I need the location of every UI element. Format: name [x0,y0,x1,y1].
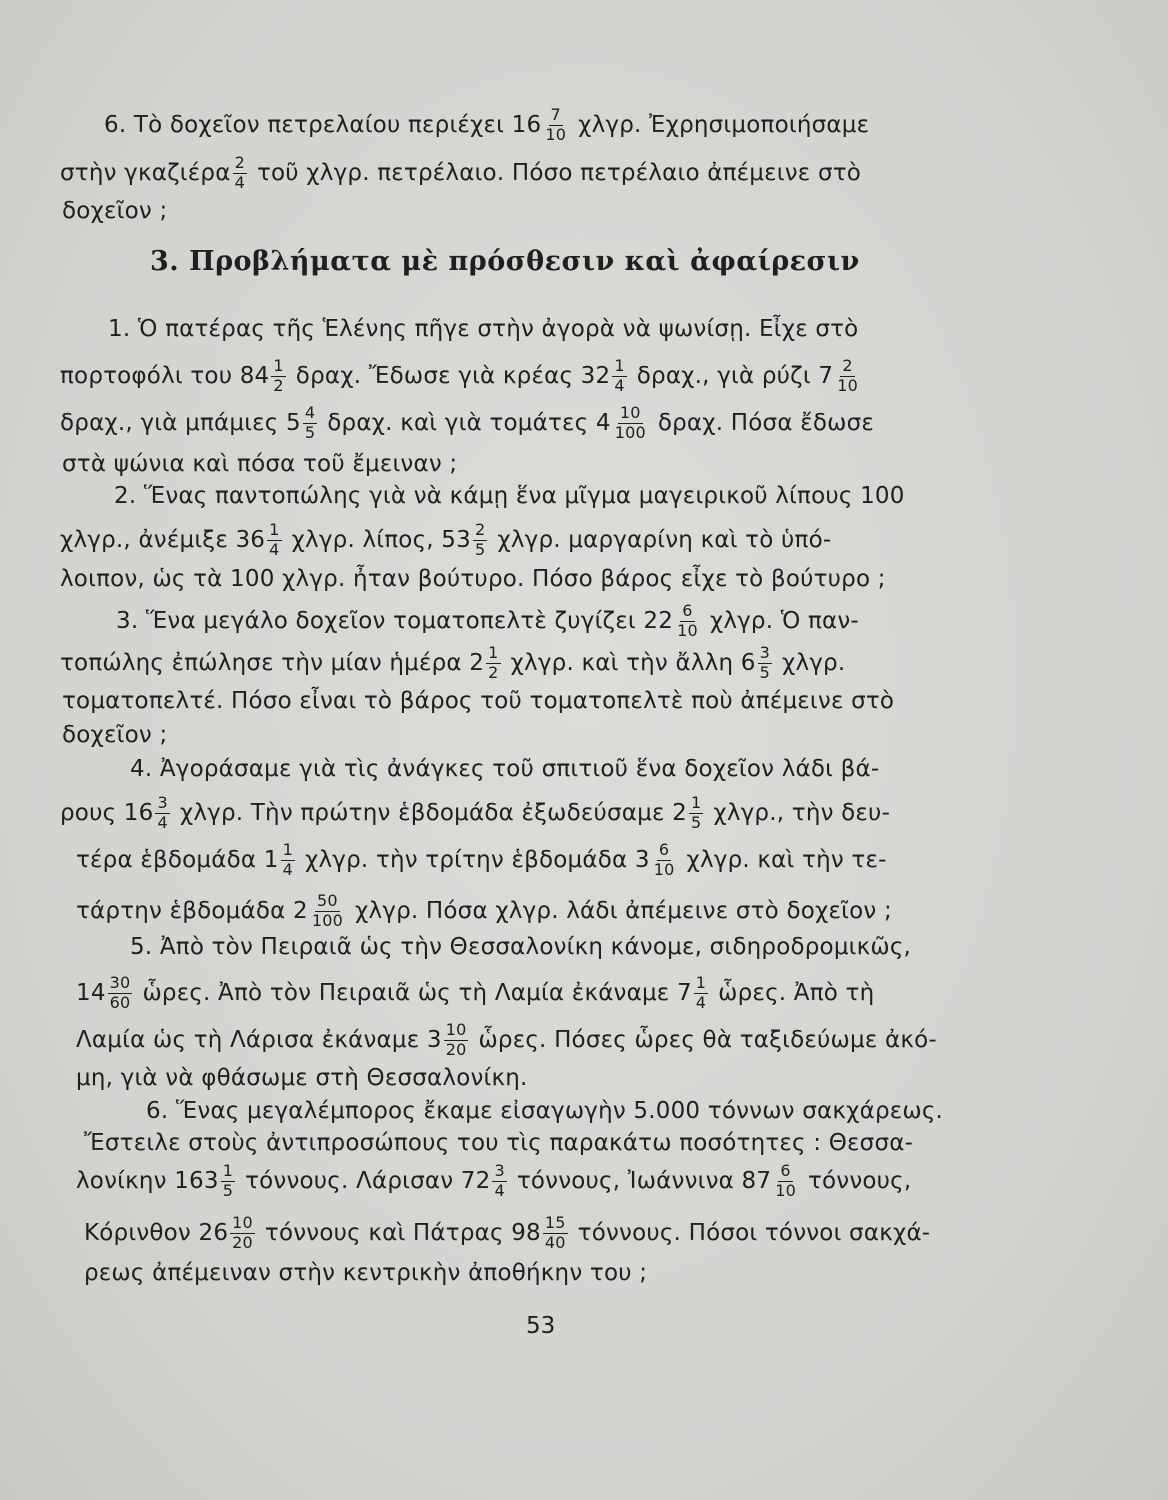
problem-3-line-1: 3. Ἕνα μεγάλο δοχεῖον τοματοπελτὲ ζυγίζει 22 $\frac{6}{10}$ χλγρ. Ὁ παν- [116,601,859,640]
fraction: $\frac{50}{100}$ [311,891,343,930]
prev-problem-6-line-1: 6. Τὸ δοχεῖον πετρελαίου περιέχει 16 $\frac{7}{10}$ χλγρ. Ἐχρησιμοποιήσαμε [104,105,870,144]
problem-1-line-4: στὰ ψώνια καὶ πόσα τοῦ ἔμειναν ; [62,451,458,477]
fraction: $\frac{30}{60}$ [109,973,131,1012]
problem-1-line-3: δραχ., γιὰ μπάμιες 5 $\frac{4}{5}$ δραχ. καὶ γιὰ τομάτες 4 $\frac{10}{100}$ δραχ. Πόσα ἔδωσε [60,403,874,442]
fraction: $\frac{2}{5}$ [474,520,486,559]
fraction: $\frac{1}{5}$ [690,793,702,832]
problem-4-line-2: ρους 16 $\frac{3}{4}$ χλγρ. Τὴν πρώτην ἑβδομάδα ἐξωδεύσαμε 2 $\frac{1}{5}$ χλγρ., τὴν δευ- [60,793,891,832]
fraction: $\frac{1}{5}$ [222,1161,234,1200]
problem-6-line-4: Κόρινθον 26 $\frac{10}{20}$ τόννους καὶ Πάτρας 98 $\frac{15}{40}$ τόννους. Πόσοι τόννοι σακχά- [84,1213,931,1252]
problem-3-line-4: δοχεῖον ; [62,722,168,748]
problem-4-line-4: τάρτην ἑβδομάδα 2 $\frac{50}{100}$ χλγρ. Πόσα χλγρ. λάδι ἀπέμεινε στὸ δοχεῖον ; [76,891,892,930]
prev-problem-6-line-2: στὴν γκαζιέρα $\frac{2}{4}$ τοῦ χλγρ. πετρέλαιο. Πόσο πετρέλαιο ἀπέμεινε στὸ [60,153,862,192]
fraction: $\frac{6}{10}$ [775,1161,796,1200]
fraction: $\frac{10}{100}$ [614,403,646,442]
fraction: $\frac{3}{4}$ [157,793,168,832]
fraction: $\frac{1}{4}$ [282,840,293,879]
problem-2-line-3: λοιπον, ὡς τὰ 100 χλγρ. ἦταν βούτυρο. Πόσο βάρος εἶχε τὸ βούτυρο ; [60,566,886,592]
fraction: $\frac{1}{4}$ [695,973,707,1012]
fraction: $\frac{1}{2}$ [273,356,284,395]
problem-1-line-1: 1. Ὁ πατέρας τῆς Ἑλένης πῆγε στὴν ἀγορὰ νὰ ψωνίσῃ. Εἶχε στὸ [108,316,859,342]
fraction: $\frac{15}{40}$ [544,1213,566,1252]
problem-6-line-1: 6. Ἕνας μεγαλέμπορος ἔκαμε εἰσαγωγὴν 5.000 τόννων σακχάρεως. [146,1098,944,1124]
fraction: $\frac{6}{10}$ [677,601,698,640]
fraction: $\frac{2}{10}$ [837,356,858,395]
problem-6-line-5: ρεως ἀπέμειναν στὴν κεντρικὴν ἀποθήκην του ; [84,1260,648,1286]
problem-5-line-2: 14 $\frac{30}{60}$ ὧρες. Ἀπὸ τὸν Πειραιᾶ ὡς τὴ Λαμία ἐκάναμε 7 $\frac{1}{4}$ ὧρες. Ἀπὸ τὴ [76,973,875,1012]
fraction: $\frac{1}{2}$ [488,643,499,682]
problem-1-line-2: πορτοφόλι του 84 $\frac{1}{2}$ δραχ. Ἔδωσε γιὰ κρέας 32 $\frac{1}{4}$ δραχ., γιὰ ρύζι 7 $\frac{2}{10}$ [60,356,858,395]
problem-5-line-4: μη, γιὰ νὰ φθάσωμε στὴ Θεσσαλονίκη. [76,1065,528,1091]
page-number: 53 [526,1313,556,1339]
fraction: $\frac{3}{5}$ [759,643,770,682]
fraction: $\frac{6}{10}$ [653,840,675,879]
problem-3-line-3: τοματοπελτέ. Πόσο εἶναι τὸ βάρος τοῦ τοματοπελτὲ ποὺ ἀπέμεινε στὸ [62,688,895,714]
problem-4-line-1: 4. Ἀγοράσαμε γιὰ τὶς ἀνάγκες τοῦ σπιτιοῦ ἕνα δοχεῖον λάδι βά- [130,756,880,782]
problem-5-line-1: 5. Ἀπὸ τὸν Πειραιᾶ ὡς τὴν Θεσσαλονίκη κάνομε, σιδηροδρομικῶς, [130,934,912,960]
section-heading: 3. Προβλήματα μὲ πρόσθεσιν καὶ ἀφαίρεσιν [150,246,860,277]
fraction: $\frac{10}{20}$ [232,1213,253,1252]
fraction: $\frac{2}{4}$ [234,153,245,192]
problem-6-line-3: λονίκην 163 $\frac{1}{5}$ τόννους. Λάρισαν 72 $\frac{3}{4}$ τόννους, Ἰωάννινα 87 $\frac{6}{10}$ τόννους, [76,1161,912,1200]
fraction: $\frac{1}{4}$ [614,356,625,395]
fraction: $\frac{1}{4}$ [269,520,280,559]
problem-2-line-2: χλγρ., ἀνέμιξε 36 $\frac{1}{4}$ χλγρ. λίπος, 53 $\frac{2}{5}$ χλγρ. μαργαρίνη καὶ τὸ ὑπό- [60,520,832,559]
problem-6-line-2: Ἔστειλε στοὺς ἀντιπροσώπους του τὶς παρακάτω ποσότητες : Θεσσα- [84,1130,914,1156]
fraction: $\frac{10}{20}$ [445,1020,467,1059]
problem-5-line-3: Λαμία ὡς τὴ Λάρισα ἐκάναμε 3 $\frac{10}{20}$ ὧρες. Πόσες ὧρες θὰ ταξιδεύωμε ἀκό- [76,1020,937,1059]
problem-3-line-2: τοπώλης ἐπώλησε τὴν μίαν ἡμέρα 2 $\frac{1}{2}$ χλγρ. καὶ τὴν ἄλλη 6 $\frac{3}{5}$ χλγρ. [60,643,846,682]
problem-2-line-1: 2. Ἕνας παντοπώλης γιὰ νὰ κάμῃ ἕνα μῖγμα μαγειρικοῦ λίπους 100 [114,483,905,509]
problem-4-line-3: τέρα ἑβδομάδα 1 $\frac{1}{4}$ χλγρ. τὴν τρίτην ἑβδομάδα 3 $\frac{6}{10}$ χλγρ. καὶ τὴν τε- [76,840,887,879]
fraction: $\frac{7}{10}$ [545,105,567,144]
fraction: $\frac{3}{4}$ [494,1161,505,1200]
fraction: $\frac{4}{5}$ [304,403,316,442]
prev-problem-6-line-3: δοχεῖον ; [62,198,168,224]
